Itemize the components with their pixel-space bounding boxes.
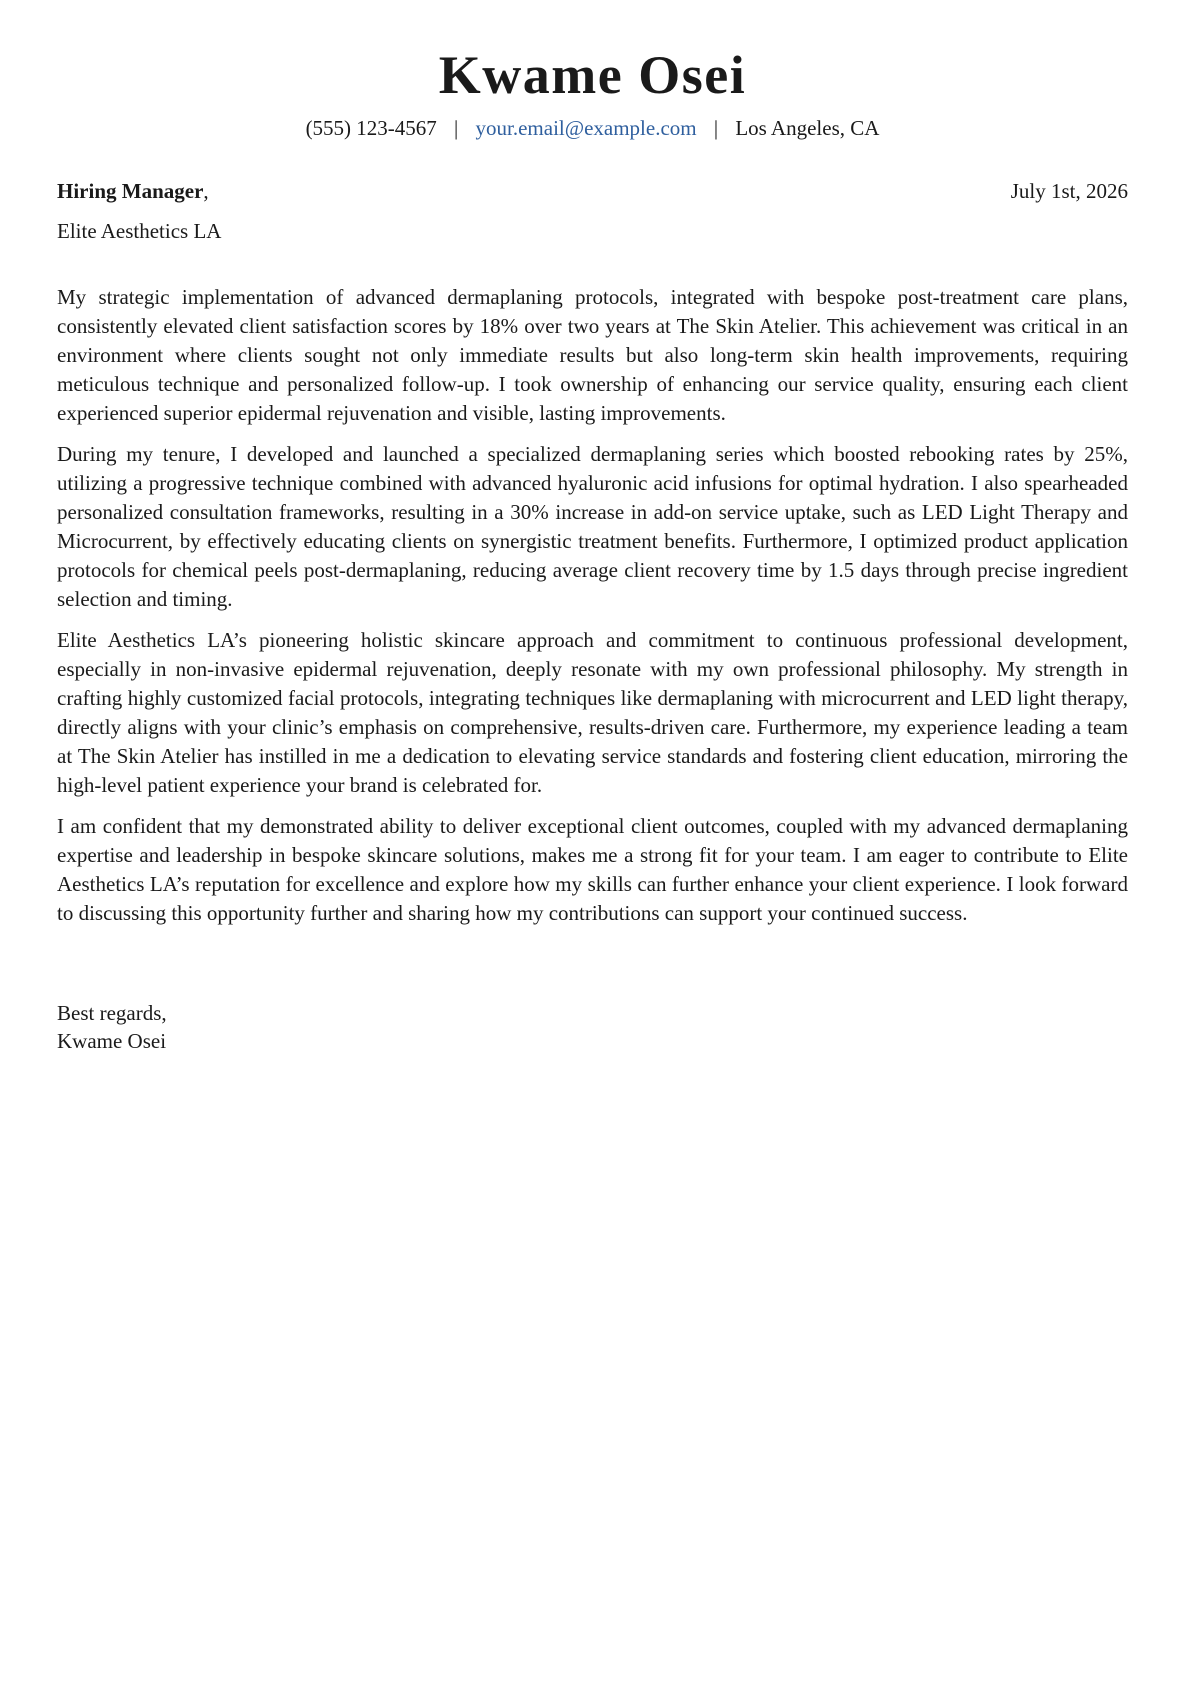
body-paragraph: Elite Aesthetics LA’s pioneering holistic skincare approach and commitment to continuous professional development, especially in non-invasive epidermal rejuvenation, deeply resonate with my own professional philosophy. My strength in crafting highly customized facial protocols, integrating techniques like dermaplaning with microcurrent and LED light therapy, directly aligns with your clinic’s emphasis on comprehensive, results-driven care. Furthermore, my experience leading a team at The Skin Atelier has instilled in me a dedication to elevating service standards and fostering client education, mirroring the high-level patient experience your brand is celebrated for.	[57, 628, 1128, 797]
body-paragraph: My strategic implementation of advanced dermaplaning protocols, integrated with bespoke post-treatment care plans, consistently elevated client satisfaction scores by 18% over two years at The Skin Atelier. This achievement was critical in an environment where clients sought not only immediate results but also long-term skin health improvements, requiring meticulous technique and personalized follow-up. I took ownership of enhancing our service quality, ensuring each client experienced superior epidermal rejuvenation and visible, lasting improvements.	[57, 285, 1128, 425]
letter-page	[57, 0, 1128, 1683]
recipient-company: Elite Aesthetics LA	[57, 219, 222, 243]
email-link[interactable]: your.email@example.com	[475, 116, 697, 140]
recipient-title	[57, 177, 209, 205]
contact-line	[57, 114, 1128, 142]
recipient-row	[57, 177, 1128, 205]
sender-name: Kwame Osei	[438, 45, 747, 105]
closing-signature: Kwame Osei	[57, 1029, 167, 1053]
body-paragraph: I am confident that my demonstrated ability to deliver exceptional client outcomes, coupled with my advanced dermaplaning expertise and leadership in bespoke skincare solutions, makes me a strong fit for your team. I am eager to contribute to Elite Aesthetics LA’s reputation for excellence and explore how my skills can further enhance your client experience. I look forward to discussing this opportunity further and sharing how my contributions can support your continued success.	[57, 814, 1128, 925]
recipient-title-comma: ,	[203, 179, 209, 203]
letter-body	[57, 283, 1128, 940]
location: Los Angeles, CA	[735, 116, 880, 140]
closing-salutation: Best regards,	[57, 1001, 167, 1025]
recipient-title-text: Hiring Manager	[57, 179, 204, 203]
phone-number: (555) 123-4567	[305, 116, 437, 140]
contact-separator: |	[713, 116, 719, 140]
closing-block	[57, 999, 167, 1055]
contact-separator: |	[454, 116, 459, 140]
body-paragraph: During my tenure, I developed and launched a specialized dermaplaning series which boosted rebooking rates by 25%, utilizing a progressive technique combined with advanced hyaluronic acid infusions for optimal hydration. I also spearheaded personalized consultation frameworks, resulting in a 30% increase in add-on service uptake, such as LED Light Therapy and Microcurrent, by effectively educating clients on synergistic treatment benefits. Furthermore, I optimized product application protocols for chemical peels post-dermaplaning, reducing average client recovery time by 1.5 days through precise ingredient selection and timing.	[57, 442, 1128, 611]
letter-date: July 1st, 2026	[1010, 179, 1128, 203]
